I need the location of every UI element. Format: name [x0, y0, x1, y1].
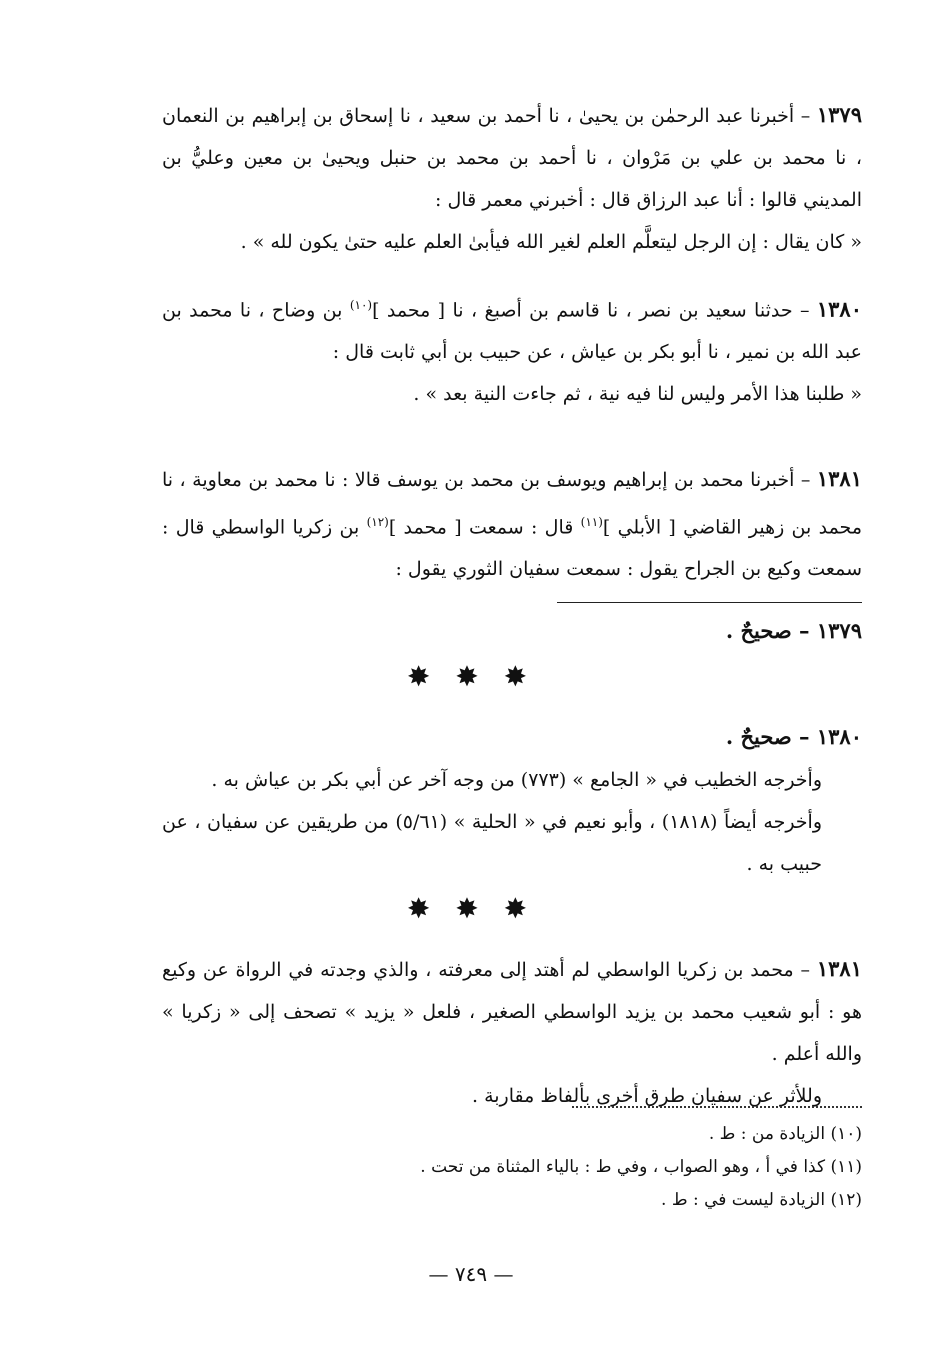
footnote-marker[interactable]: (١١)	[580, 515, 603, 529]
hadith-1380-paragraph	[162, 284, 862, 373]
star-separator: ✸ ✸ ✸	[406, 892, 536, 925]
section-divider	[557, 602, 862, 603]
footnote-marker[interactable]: (١٠)	[349, 298, 373, 312]
footnote-10: (١٠) الزيادة من : ط .	[708, 1124, 862, 1144]
commentary-text: – محمد بن زكريا الواسطي لم أهتد إلى معرفته ، والذي وجدته في الرواة عن وكيع هو : أبو شعيب محمد بن يزيد الواسطي الصغير ، فلعل « يزيد » تصحف إلى « زكريا » والله أعلم .	[162, 959, 862, 1065]
verdict: – صحيحٌ .	[725, 618, 817, 643]
hadith-1379-paragraph	[162, 94, 862, 221]
hadith-1381	[162, 458, 862, 590]
commentary-number: ١٣٧٩	[816, 618, 862, 643]
footnote-marker[interactable]: (١٢)	[366, 515, 389, 529]
hadith-1380-quote: « طلبنا هذا الأمر وليس لنا فيه نية ، ثم جاءت النية بعد » .	[413, 383, 862, 406]
hadith-1380	[162, 284, 862, 415]
commentary-1381-paragraph	[162, 948, 862, 1075]
footnote-12: (١٢) الزيادة ليست في : ط .	[661, 1190, 862, 1210]
hadith-1379-quote: « كان يقال : إن الرجل ليتعلَّم العلم لغير الله فيأبىٰ العلم عليه حتىٰ يكون لله » .	[240, 231, 862, 253]
commentary-text: وأخرجه الخطيب في « الجامع » (٧٧٣) من وجه آخر عن أبي بكر بن عياش به .	[211, 769, 822, 791]
page-number: — ٧٤٩ —	[428, 1262, 514, 1286]
verdict: – صحيحٌ .	[725, 724, 817, 749]
hadith-text: – أخبرنا محمد بن إبراهيم ويوسف بن محمد بن يوسف قالا : نا محمد بن معاوية ، نا محمد بن زهير القاضي [ الأبلي ]	[162, 469, 862, 539]
footnote-11: (١١) كذا في أ ، وهو الصواب ، وفي ط : بالياء المثناة من تحت .	[420, 1157, 862, 1177]
footnote-divider	[572, 1106, 862, 1108]
commentary-text: وأخرجه أيضاً (١٨١٨) ، وأبو نعيم في « الحلية » (٥/٦١) من طريقين عن سفيان ، عن حبيب به .	[162, 811, 822, 875]
commentary-1380-line	[162, 716, 862, 759]
hadith-text: – حدثنا سعيد بن نصر ، نا قاسم بن أصبغ ، نا [ محمد ]	[372, 299, 817, 322]
hadith-number: ١٣٨١	[816, 466, 862, 491]
hadith-text: بن زكريا الواسطي قال : سمعت وكيع بن الجراح يقول : سمعت سفيان الثوري يقول :	[162, 516, 862, 581]
hadith-text: قال : سمعت [ محمد ]	[388, 516, 581, 539]
hadith-1379	[162, 94, 862, 263]
commentary-1381	[162, 948, 862, 1117]
hadith-1381-paragraph	[162, 458, 862, 590]
hadith-text: – أخبرنا عبد الرحمٰن بن يحيىٰ ، نا أحمد بن سعيد ، نا إسحاق بن إبراهيم بن النعمان ، نا محمد بن علي بن مَرْوان ، نا أحمد بن محمد بن حنبل ويحيىٰ بن معين وعليُّ بن المديني قالوا : أنا عبد الرزاق قال : أخبرني معمر قال :	[162, 105, 862, 211]
commentary-1379	[162, 610, 862, 653]
commentary-1380	[162, 716, 862, 885]
commentary-text: وللأثر عن سفيان طرق أخرى بألفاظ مقاربة .	[472, 1085, 822, 1107]
hadith-number: ١٣٧٩	[816, 102, 862, 127]
hadith-number: ١٣٨٠	[816, 296, 862, 322]
commentary-1379-line	[162, 610, 862, 653]
commentary-number: ١٣٨١	[816, 956, 862, 981]
star-separator: ✸ ✸ ✸	[406, 660, 536, 693]
commentary-number: ١٣٨٠	[816, 724, 862, 749]
hadith-text: بن وضاح ، نا محمد بن عبد الله بن نمير ، نا أبو بكر بن عياش ، عن حبيب بن أبي ثابت قال :	[162, 299, 862, 364]
footnotes	[162, 1118, 862, 1217]
